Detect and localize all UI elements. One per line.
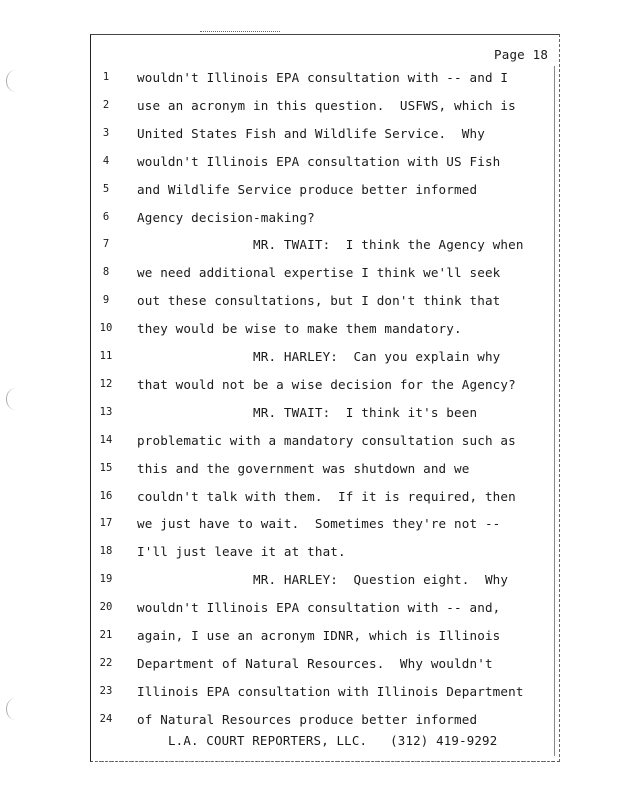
line-number: 23 <box>99 684 113 697</box>
line-number: 19 <box>99 573 113 586</box>
line-number: 5 <box>102 182 110 195</box>
transcript-line: wouldn't Illinois EPA consultation with -- and I <box>137 70 509 85</box>
transcript-line: MR. HARLEY: Question eight. Why <box>137 572 509 588</box>
line-number: 12 <box>99 377 113 390</box>
line-number: 22 <box>99 656 113 669</box>
line-number: 24 <box>99 712 113 725</box>
line-number: 3 <box>102 126 110 139</box>
line-number: 7 <box>102 238 110 251</box>
transcript-line: again, I use an acronym IDNR, which is Illinois <box>137 628 501 643</box>
transcript-line: they would be wise to make them mandatory. <box>137 321 462 337</box>
binder-hole-bottom <box>6 698 25 720</box>
line-number: 11 <box>99 350 113 362</box>
line-number: 2 <box>102 98 110 111</box>
scan-artifact <box>200 31 280 32</box>
line-number: 17 <box>99 517 113 530</box>
scan-artifact-bottom <box>96 761 552 762</box>
page-border <box>90 34 560 762</box>
transcript-line: problematic with a mandatory consultation such as <box>137 432 516 448</box>
transcript-line: wouldn't Illinois EPA consultation with US Fish <box>137 153 501 169</box>
line-number: 10 <box>99 322 113 335</box>
transcript-line: United States Fish and Wildlife Service. Why <box>137 125 485 141</box>
transcript-line: Agency decision-making? <box>137 209 315 225</box>
transcript-line: use an acronym in this question. USFWS, which is <box>137 97 516 113</box>
line-number: 13 <box>99 405 113 418</box>
transcript-line: MR. HARLEY: Can you explain why <box>137 349 501 364</box>
court-reporter-footer: L.A. COURT REPORTERS, LLC. (312) 419-9292 <box>168 733 498 748</box>
transcript-line: we just have to wait. Sometimes they're not -- <box>137 516 501 532</box>
transcript-line: couldn't talk with them. If it is required, then <box>137 488 516 504</box>
transcript-line: MR. TWAIT: I think the Agency when <box>137 237 524 253</box>
transcript-line: of Natural Resources produce better informed <box>137 711 478 727</box>
transcript-line: that would not be a wise decision for the Agency? <box>137 376 516 392</box>
transcript-line: Illinois EPA consultation with Illinois Department <box>137 683 524 699</box>
line-number: 15 <box>99 461 113 474</box>
transcript-line: Department of Natural Resources. Why wouldn't <box>137 655 493 671</box>
line-number: 16 <box>99 489 113 502</box>
page-number: Page 18 <box>494 47 549 62</box>
line-number: 1 <box>102 71 110 83</box>
line-number: 9 <box>102 294 110 307</box>
line-number: 14 <box>99 433 113 446</box>
line-number: 20 <box>99 601 113 614</box>
transcript-line: this and the government was shutdown and we <box>137 460 470 476</box>
transcript-line: we need additional expertise I think we'll seek <box>137 265 501 281</box>
right-margin-rule <box>554 66 555 756</box>
transcript-line: wouldn't Illinois EPA consultation with -- and, <box>137 600 501 616</box>
transcript-line: MR. TWAIT: I think it's been <box>137 404 478 420</box>
binder-hole-top <box>6 70 25 92</box>
line-number: 18 <box>99 545 113 558</box>
transcript-line: out these consultations, but I don't think that <box>137 293 501 309</box>
line-number: 21 <box>99 629 113 641</box>
line-number: 8 <box>102 266 110 279</box>
transcript-line: and Wildlife Service produce better informed <box>137 181 478 197</box>
binder-hole-middle <box>6 388 25 410</box>
line-number: 4 <box>102 154 110 167</box>
transcript-line: I'll just leave it at that. <box>137 544 346 560</box>
line-number: 6 <box>102 210 110 223</box>
